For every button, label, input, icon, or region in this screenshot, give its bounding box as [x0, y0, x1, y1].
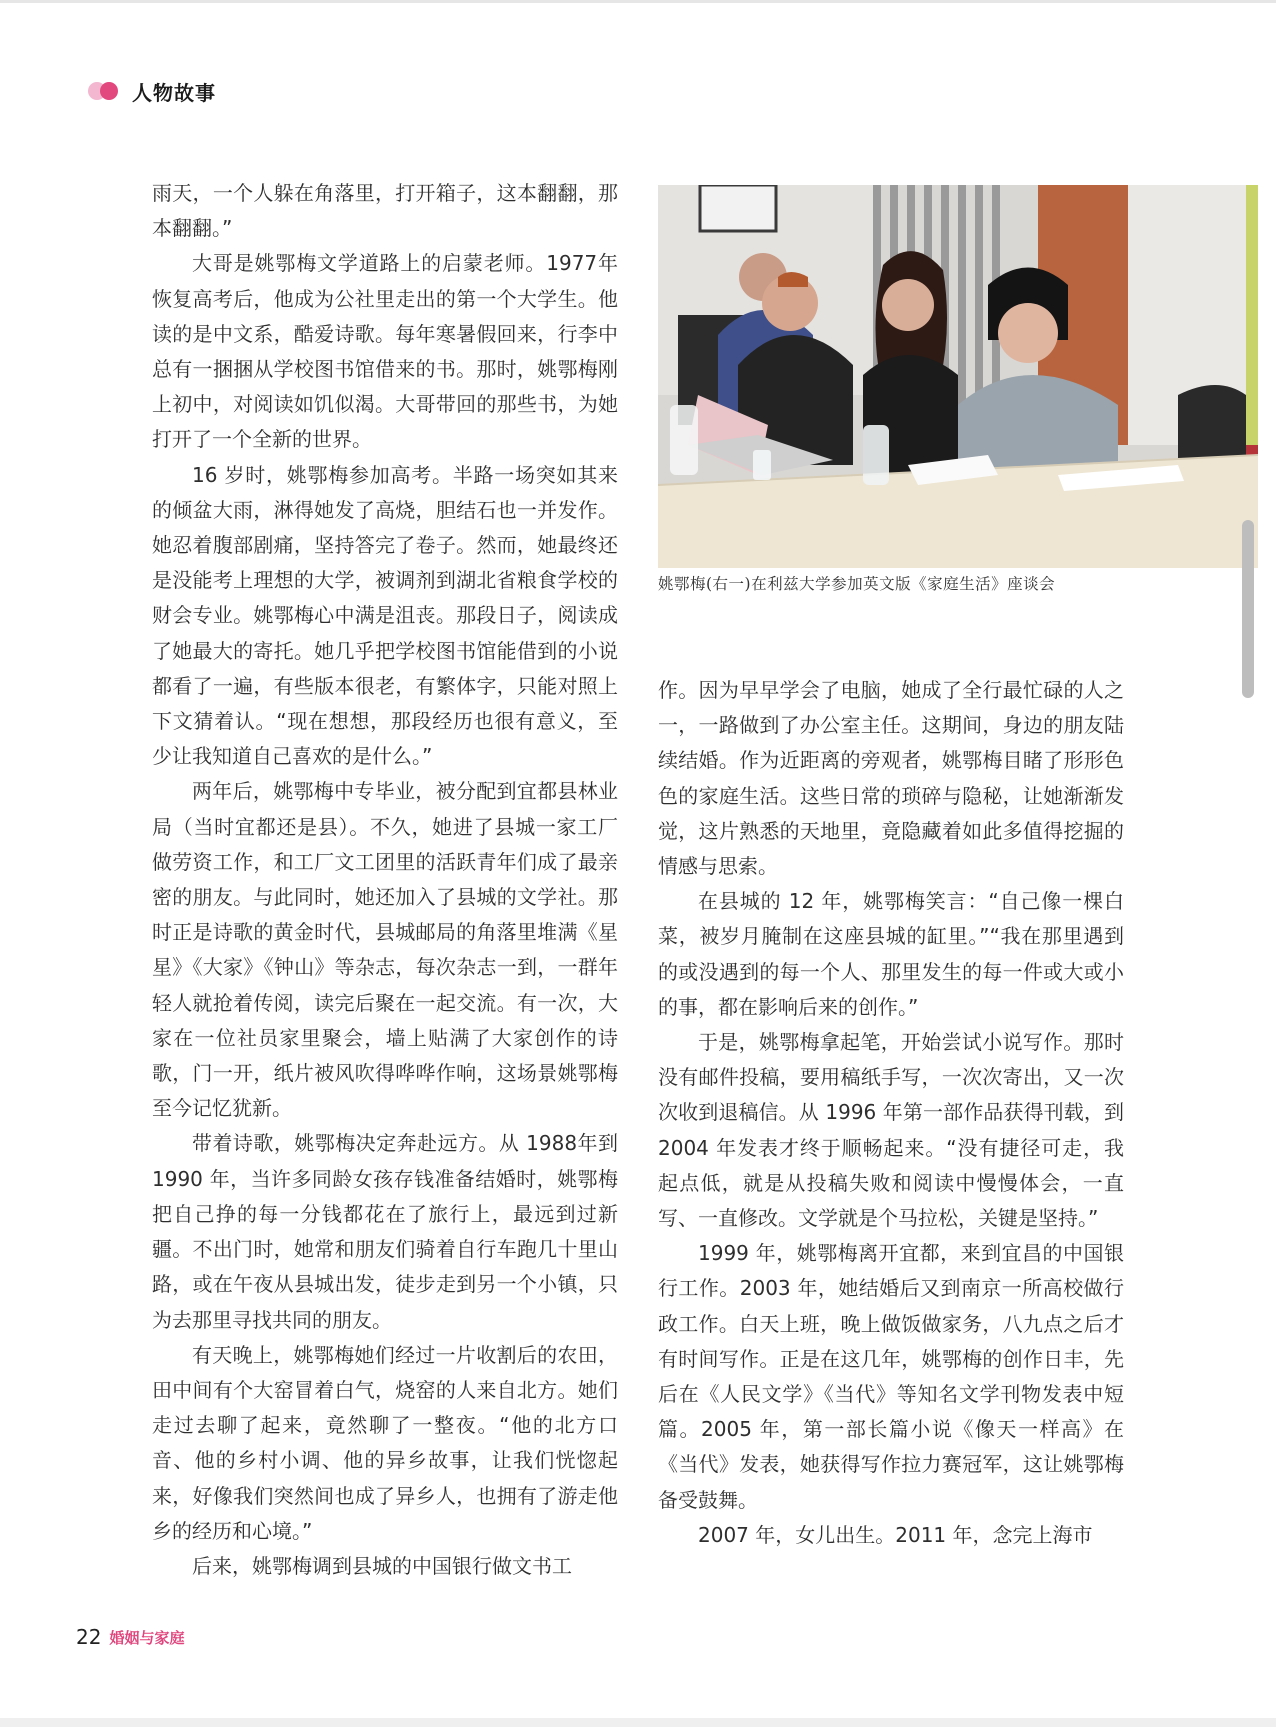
paragraph: 于是，姚鄂梅拿起笔，开始尝试小说写作。那时没有邮件投稿，要用稿纸手写，一次次寄出，又一次次收到退稿信。从 1996 年第一部作品获得刊载，到 2004 年发表才终于顺畅起来。“没有捷径可走，我起点低，就是从投稿失败和阅读中慢慢体会，一直写、一直修改。文学就是个马拉松，关键是坚持。”: [658, 1030, 1124, 1231]
section-title: 人物故事: [132, 80, 216, 105]
paragraph: 雨天，一个人躲在角落里，打开箱子，这本翻翻，那本翻翻。”: [152, 181, 618, 241]
paragraph: 带着诗歌，姚鄂梅决定奔赴远方。从 1988年到 1990 年，当许多同龄女孩存钱准备结婚时，姚鄂梅把自己挣的每一分钱都花在了旅行上，最远到过新疆。不出门时，她常和朋友们骑着自行车跑几十里山路，或在午夜从县城出发，徒步走到另一个小镇，只为去那里寻找共同的朋友。: [152, 1131, 618, 1332]
top-rule: [0, 0, 1276, 3]
paragraph: 1999 年，姚鄂梅离开宜都，来到宜昌的中国银行工作。2003 年，她结婚后又到南京一所高校做行政工作。白天上班，晚上做饭做家务，八九点之后才有时间写作。正是在这几年，姚鄂梅的创作日丰，先后在《人民文学》《当代》等知名文学刊物发表中短篇。2005 年，第一部长篇小说《像天一样高》在《当代》发表，她获得写作拉力赛冠军，这让姚鄂梅备受鼓舞。: [658, 1241, 1124, 1512]
scrollbar-thumb[interactable]: [1242, 520, 1254, 698]
paragraph: 大哥是姚鄂梅文学道路上的启蒙老师。1977年恢复高考后，他成为公社里走出的第一个大学生。他读的是中文系，酷爱诗歌。每年寒暑假回来，行李中总有一捆捆从学校图书馆借来的书。那时，姚鄂梅刚上初中，对阅读如饥似渴。大哥带回的那些书，为她打开了一个全新的世界。: [152, 251, 618, 452]
photo-illustration: [658, 185, 1258, 568]
paragraph: 两年后，姚鄂梅中专毕业，被分配到宜都县林业局（当时宜都还是县）。不久，她进了县城一家工厂做劳资工作，和工厂文工团里的活跃青年们成了最亲密的朋友。与此同时，她还加入了县城的文学社。那时正是诗歌的黄金时代，县城邮局的角落里堆满《星星》《大家》《钟山》等杂志，每次杂志一到，一群年轻人就抢着传阅，读完后聚在一起交流。有一次，大家在一位社员家里聚会，墙上贴满了大家创作的诗歌，门一开，纸片被风吹得哗哗作响，这场景姚鄂梅至今记忆犹新。: [152, 779, 618, 1121]
section-header: [88, 74, 216, 108]
left-column: [152, 176, 618, 1584]
section-dots-icon: [88, 80, 122, 102]
paragraph: 16 岁时，姚鄂梅参加高考。半路一场突如其来的倾盆大雨，淋得她发了高烧，胆结石也一并发作。她忍着腹部剧痛，坚持答完了卷子。然而，她最终还是没能考上理想的大学，被调剂到湖北省粮食学校的财会专业。姚鄂梅心中满是沮丧。那段日子，阅读成了她最大的寄托。她几乎把学校图书馆能借到的小说都看了一遍，有些版本很老，有繁体字，只能对照上下文猜着认。“现在想想，那段经历也很有意义，至少让我知道自己喜欢的是什么。”: [152, 462, 618, 769]
paragraph: 后来，姚鄂梅调到县城的中国银行做文书工: [192, 1553, 572, 1578]
page-footer: [76, 1625, 184, 1649]
paragraph: 作。因为早早学会了电脑，她成了全行最忙碌的人之一，一路做到了办公室主任。这期间，身边的朋友陆续结婚。作为近距离的旁观者，姚鄂梅目睹了形形色色的家庭生活。这些日常的琐碎与隐秘，让她渐渐发觉，这片熟悉的天地里，竟隐藏着如此多值得挖掘的情感与思索。: [658, 678, 1124, 879]
paragraph: 在县城的 12 年，姚鄂梅笑言：“自己像一棵白菜，被岁月腌制在这座县城的缸里。”“我在那里遇到的或没遇到的每一个人、那里发生的每一件或大或小的事，都在影响后来的创作。”: [658, 889, 1124, 1019]
paragraph: 有天晚上，姚鄂梅她们经过一片收割后的农田，田中间有个大窑冒着白气，烧窑的人来自北方。她们走过去聊了起来，竟然聊了一整夜。“他的北方口音、他的乡村小调、他的异乡故事，让我们恍惚起来，好像我们突然间也成了异乡人，也拥有了游走他乡的经历和心境。”: [152, 1342, 618, 1543]
article-photo: [658, 185, 1258, 568]
photo-caption: 姚鄂梅(右一)在利兹大学参加英文版《家庭生活》座谈会: [658, 575, 1056, 593]
paragraph: 2007 年，女儿出生。2011 年，念完上海市: [698, 1522, 1093, 1547]
right-column: [658, 673, 1124, 1553]
bottom-rule: [0, 1718, 1276, 1727]
magazine-logo: 婚姻与家庭: [109, 1628, 185, 1647]
page-number: 22: [76, 1625, 102, 1649]
